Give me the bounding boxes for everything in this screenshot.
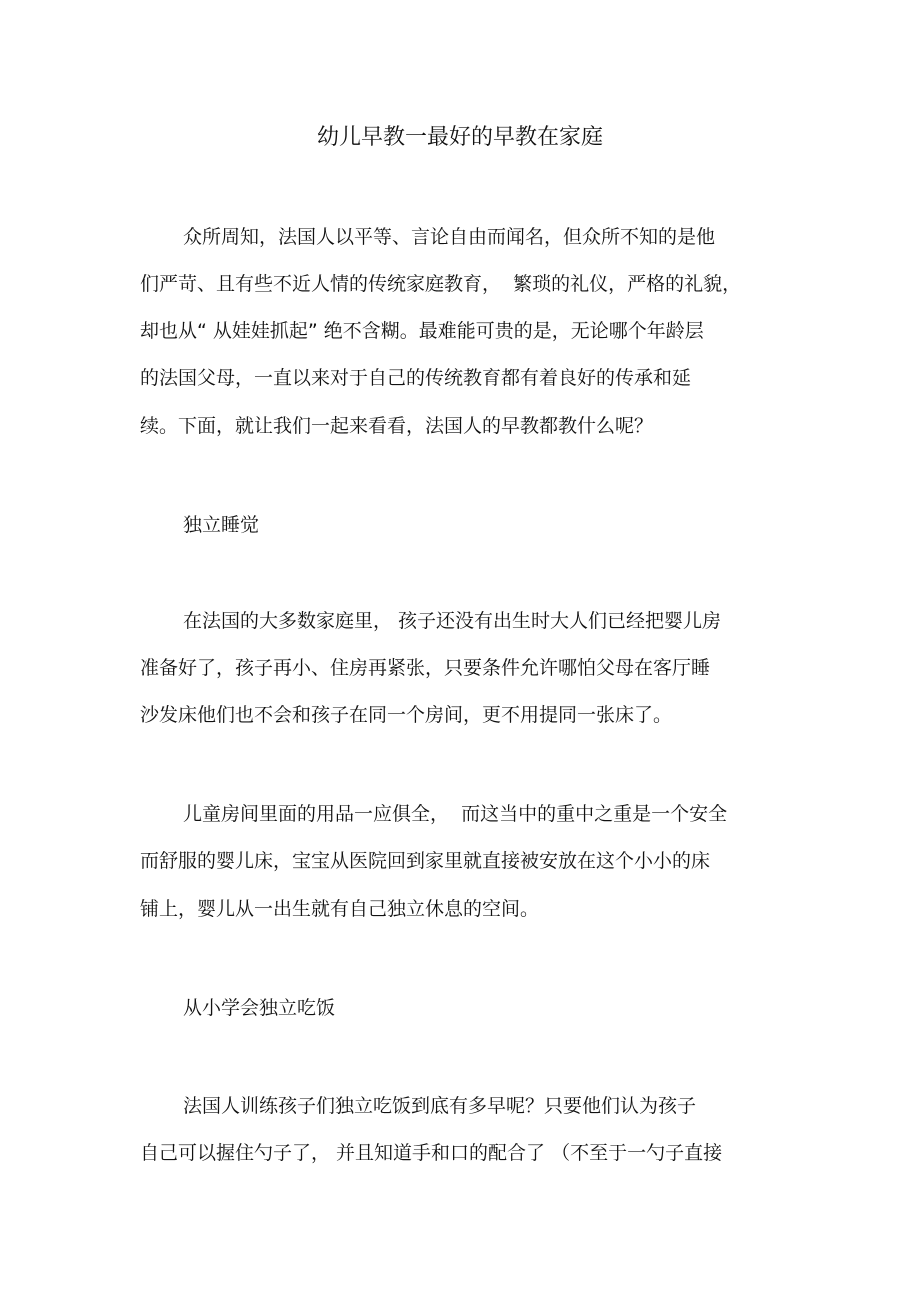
section-heading: 从小学会独立吃饭 xyxy=(183,997,336,1019)
paragraph-line: 们严苛、且有些不近人情的传统家庭教育， 繁琐的礼仪，严格的礼貌， xyxy=(140,273,742,295)
paragraph-line: 在法国的大多数家庭里， 孩子还没有出生时大人们已经把婴儿房 xyxy=(183,610,722,632)
paragraph-line: 的法国父母，一直以来对于自己的传统教育都有着良好的传承和延 xyxy=(140,367,692,389)
paragraph-line: 自己可以握住勺子了， 并且知道手和口的配合了 （不至于一勺子直接 xyxy=(140,1142,723,1164)
paragraph-line: 而舒服的婴儿床，宝宝从医院回到家里就直接被安放在这个小小的床 xyxy=(140,850,711,872)
paragraph-line: 铺上，婴儿从一出生就有自己独立休息的空间。 xyxy=(140,898,540,920)
paragraph-line: 众所周知，法国人以平等、言论自由而闻名，但众所不知的是他 xyxy=(183,226,716,248)
document-title: 幼儿早教一最好的早教在家庭 xyxy=(316,125,603,150)
paragraph-line: 准备好了，孩子再小、住房再紧张，只要条件允许哪怕父母在客厅睡 xyxy=(140,657,711,679)
section-heading: 独立睡觉 xyxy=(183,514,260,536)
paragraph-line: 儿童房间里面的用品一应俱全， 而这当中的重中之重是一个安全 xyxy=(183,803,728,825)
paragraph-line: 却也从“ 从娃娃抓起” 绝不含糊。最难能可贵的是，无论哪个年龄层 xyxy=(140,320,704,342)
paragraph-line: 沙发床他们也不会和孩子在同一个房间，更不用提同一张床了。 xyxy=(140,704,673,726)
paragraph-line: 法国人训练孩子们独立吃饭到底有多早呢？只要他们认为孩子 xyxy=(183,1095,697,1117)
paragraph-line: 续。下面，就让我们一起来看看，法国人的早教都教什么呢？ xyxy=(140,415,654,437)
